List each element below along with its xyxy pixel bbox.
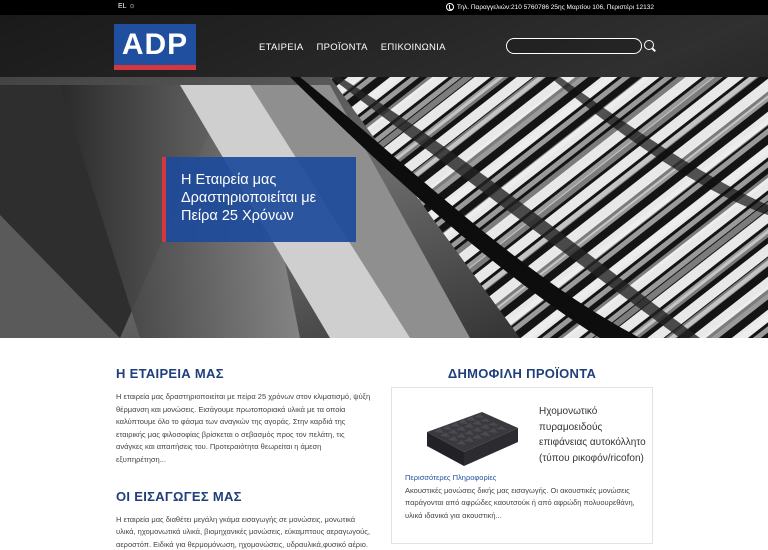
language-label[interactable]: EL: [118, 3, 127, 10]
main-nav: [259, 42, 446, 53]
product-description: Ακουστικές μονώσεις δικής μας εισαγωγής. Οι ακουστικές μονώσεις παράγονται από αφρώδες καουτσούκ ή από αφρώδη πολυουρεθάνη, υλικά ιδανικά για ακουστική...: [405, 486, 635, 520]
phone-icon: [446, 3, 454, 11]
nav-contact[interactable]: ΕΠΙΚΟΙΝΩΝΙΑ: [380, 42, 446, 53]
product-name[interactable]: Ηχομονωτικό πυραμοειδούς επιφάνειας αυτοκόλλητο (τύπου ρικοφόν/ricofon): [539, 406, 646, 464]
nav-company[interactable]: ΕΤΑΙΡΕΙΑ: [259, 42, 304, 53]
hero-banner: [0, 15, 768, 338]
globe-icon[interactable]: ⊙: [129, 4, 135, 10]
imports-title: ΟΙ ΕΙΣΑΓΩΓΕΣ ΜΑΣ: [116, 488, 242, 504]
company-text: Η εταιρεία μας δραστηριοποιείται με πείρα 25 χρόνων στον κλιματισμό, ψύξη θέρμανση και μονώσεις. Εισάγουμε πρωτοποριακά υλικά με τα οποία καλύπτουμε όλο το φάσμα των αναγκών της αγοράς. Στην καρδιά της εταιρικής μας φιλοσοφίας βρίσκεται ο σεβασμός προς τον πελάτη, τις ανάγκες και απαιτήσεις του. Προτεραιότητα θεωρείται η άμεση εξυπηρέτηση...: [116, 392, 371, 464]
adp-logo[interactable]: ADP: [114, 24, 196, 70]
top-bar: [0, 0, 768, 15]
popular-products-title: ΔΗΜΟΦΙΛΗ ΠΡΟΪΟΝΤΑ: [447, 366, 597, 381]
more-info-link[interactable]: Περισσότερες Πληροφορίες: [405, 473, 497, 482]
product-card[interactable]: [391, 387, 653, 544]
company-title: Η ΕΤΑΙΡΕΙΑ ΜΑΣ: [116, 366, 224, 381]
language-selector[interactable]: [118, 3, 135, 10]
imports-text: Η εταιρεία μας διαθέτει μεγάλη γκάμα εισαγωγής σε μονώσεις, μονωτικά υλικά, ηχομονωτικά υλικά, βιομηχανικές μονώσεις, εύκαμπτους αεραγωγούς, αεροστόπ. Ειδικά για θερμομόνωση, ηχομονώσεις, υδραυλικά,φυσικό αέριο.: [116, 514, 370, 549]
hero-cta-box: Η Εταιρεία μας Δραστηριοποιείται με Πείρα 25 Χρόνων: [162, 157, 356, 242]
contact-text: Τηλ. Παραγγελιών:210 5760786 25ης Μαρτίου 106, Περιστέρι 12132: [456, 3, 654, 11]
contact-info: [446, 3, 654, 11]
popular-products-section: [391, 366, 653, 520]
nav-products[interactable]: ΠΡΟΪΟΝΤΑ: [316, 42, 368, 53]
search-input[interactable]: [506, 38, 642, 54]
search-icon[interactable]: [644, 40, 654, 50]
company-section: [116, 366, 371, 550]
foam-product-image[interactable]: [422, 410, 522, 468]
